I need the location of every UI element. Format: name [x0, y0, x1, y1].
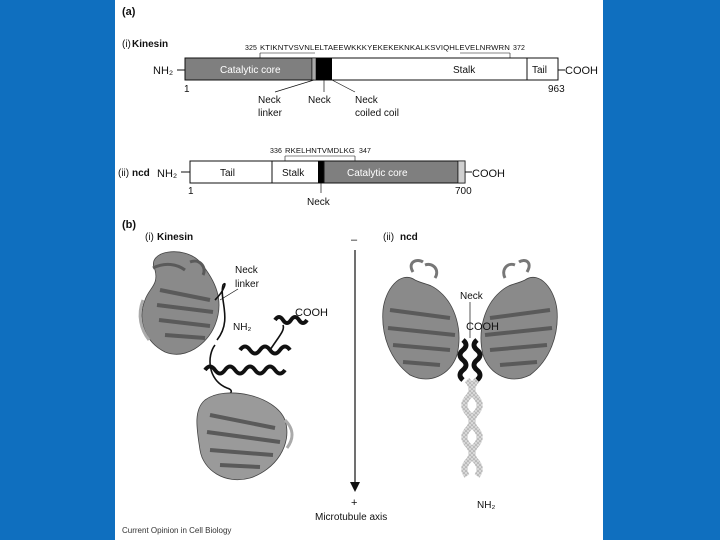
- kinesin-b-neck-linker-2: linker: [235, 279, 259, 290]
- axis-label: Microtubule axis: [315, 512, 388, 523]
- kinesin-neck-linker-box: [312, 58, 316, 80]
- axis-minus-label: –: [351, 234, 358, 246]
- kinesin-neck-coil-label-2: coiled coil: [355, 108, 399, 119]
- ncd-c-terminus: COOH: [472, 168, 505, 180]
- figure-panel: [115, 0, 603, 540]
- kinesin-neck-coil-pointer: [332, 80, 355, 92]
- microtubule-axis-arrowhead: [350, 482, 360, 492]
- kinesin-a-prefix: (i): [122, 39, 131, 50]
- ncd-seq-start: 336: [270, 148, 282, 155]
- kinesin-b-prefix: (i): [145, 232, 154, 243]
- ncd-neck-label: Neck: [307, 197, 330, 208]
- kinesin-sequence: KTIKNTVSVNLELTAEEWKKKYEKEKEKNKALKSVIQHLEVELNRWRN: [260, 45, 510, 52]
- ncd-tail-label: Tail: [220, 168, 236, 179]
- ncd-b-title: ncd: [400, 232, 418, 243]
- figure-credit: Current Opinion in Cell Biology: [122, 526, 232, 535]
- kinesin-end-number: 963: [548, 84, 565, 95]
- ncd-start-number: 1: [188, 186, 194, 197]
- kinesin-seq-end: 372: [513, 45, 525, 52]
- kinesin-catalytic-label: Catalytic core: [220, 65, 281, 76]
- kinesin-neck-linker-label-2: linker: [258, 108, 282, 119]
- kinesin-structure-illustration: [140, 252, 307, 480]
- kinesin-n-terminus: NH₂: [153, 65, 174, 77]
- ncd-seq-end: 347: [359, 148, 371, 155]
- kinesin-a-title: Kinesin: [132, 39, 169, 50]
- ncd-a-title: ncd: [132, 168, 150, 179]
- kinesin-neck-block: [316, 58, 332, 80]
- kinesin-b-title: Kinesin: [157, 232, 194, 243]
- kinesin-b-nh2: NH₂: [233, 322, 252, 333]
- kinesin-stalk-label: Stalk: [453, 65, 476, 76]
- figure-svg: [115, 0, 603, 540]
- kinesin-neck-linker-pointer: [275, 80, 314, 92]
- ncd-b-cooh: COOH: [466, 321, 499, 333]
- ncd-sequence: RKELHNTVMDLKG: [285, 148, 355, 155]
- ncd-end-number: 700: [455, 186, 472, 197]
- ncd-neck-block: [318, 161, 324, 183]
- panel-a-label: (a): [122, 6, 136, 18]
- ncd-stalk-label: Stalk: [282, 168, 305, 179]
- kinesin-tail-label: Tail: [532, 65, 548, 76]
- ncd-n-terminus: NH₂: [157, 168, 178, 180]
- kinesin-neck-label: Neck: [308, 95, 331, 106]
- kinesin-neck-linker-label-1: Neck: [258, 95, 281, 106]
- axis-plus-label: +: [351, 497, 358, 509]
- kinesin-start-number: 1: [184, 84, 190, 95]
- ncd-b-neck: Neck: [460, 291, 483, 302]
- ncd-b-nh2: NH₂: [477, 500, 496, 511]
- kinesin-seq-start: 325: [245, 45, 257, 52]
- ncd-end-cap: [458, 161, 465, 183]
- kinesin-b-cooh: COOH: [295, 307, 328, 319]
- kinesin-neck-coil-label-1: Neck: [355, 95, 378, 106]
- ncd-catalytic-label: Catalytic core: [347, 168, 408, 179]
- kinesin-b-neck-linker-1: Neck: [235, 265, 258, 276]
- ncd-a-prefix: (ii): [118, 168, 130, 179]
- ncd-b-prefix: (ii): [383, 232, 395, 243]
- kinesin-c-terminus: COOH: [565, 65, 598, 77]
- panel-b-label: (b): [122, 219, 137, 231]
